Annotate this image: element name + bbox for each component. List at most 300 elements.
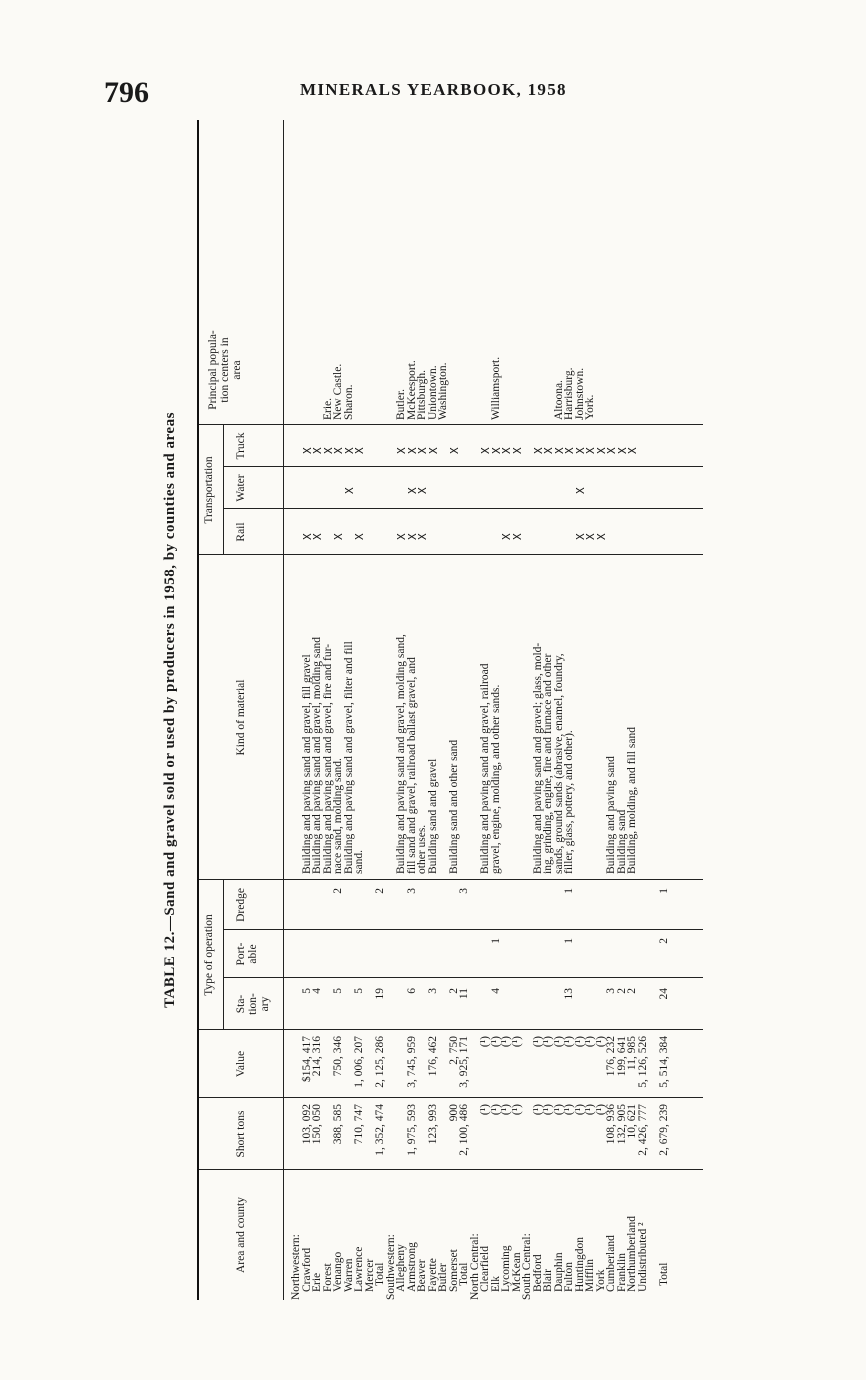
cell-rail xyxy=(459,516,470,540)
cell-rail xyxy=(480,516,491,540)
cell-water xyxy=(512,470,523,494)
cell-water: X xyxy=(342,487,356,494)
cell-centers xyxy=(659,310,670,420)
cell-water xyxy=(449,470,460,494)
cell-centers: Sharon. xyxy=(342,384,355,420)
cell-port xyxy=(375,938,386,976)
cell-rail: X xyxy=(332,533,345,540)
material-column xyxy=(291,558,669,874)
cell-sta: 19 xyxy=(374,988,386,1000)
cell-material: Building and paving sand and gravel, filter and fill xyxy=(342,641,355,874)
cell-material xyxy=(575,558,586,874)
cell-dredge xyxy=(606,888,617,928)
cell-county: York xyxy=(594,1269,607,1292)
cell-tons: 388, 585 xyxy=(332,1104,344,1145)
cell-truck: X xyxy=(500,447,513,454)
cell-dredge xyxy=(627,888,638,928)
cell-port xyxy=(365,938,376,976)
cell-county: Southwestern: xyxy=(384,1234,397,1300)
cell-rail: X xyxy=(405,533,419,540)
cell-truck: X xyxy=(342,447,356,454)
cell-county: Northumberland xyxy=(626,1215,638,1292)
col-divider xyxy=(223,977,703,978)
rotated-table xyxy=(162,120,765,1300)
cell-county: Bedford xyxy=(531,1254,544,1292)
cell-port xyxy=(575,938,586,976)
cell-dredge: 3 xyxy=(405,888,418,894)
cell-truck xyxy=(638,430,649,454)
cell-truck xyxy=(365,430,376,454)
cell-value xyxy=(396,1036,407,1096)
cell-tons: (¹) xyxy=(500,1104,512,1116)
cell-material: nace sand, molding sand. xyxy=(332,758,344,874)
cell-rail xyxy=(617,516,628,540)
cell-dredge xyxy=(491,888,502,928)
cell-county: Northwestern: xyxy=(290,1234,302,1300)
cell-tons: 150, 050 xyxy=(311,1104,323,1145)
cell-centers: York. xyxy=(584,394,596,420)
cell-rail xyxy=(449,516,460,540)
cell-rail: X xyxy=(510,533,524,540)
cell-truck: X xyxy=(416,447,429,454)
cell-value: 214, 316 xyxy=(311,1036,323,1077)
cell-dredge xyxy=(302,888,313,928)
cell-truck: X xyxy=(615,447,629,454)
cell-tons: (¹) xyxy=(552,1104,565,1116)
cell-tons xyxy=(291,1104,302,1168)
cell-centers xyxy=(365,310,376,420)
cell-water xyxy=(354,470,365,494)
cell-value: 2, 125, 286 xyxy=(374,1036,386,1088)
cell-value: (¹) xyxy=(594,1036,607,1048)
cell-water xyxy=(459,470,470,494)
cell-water xyxy=(596,470,607,494)
cell-value xyxy=(386,1036,397,1096)
rule-type-of-operation xyxy=(223,880,224,1030)
cell-truck: X xyxy=(489,447,503,454)
cell-sta: 5 xyxy=(300,988,313,994)
cell-truck: X xyxy=(563,447,576,454)
cell-material xyxy=(512,558,523,874)
cell-rail xyxy=(638,516,649,540)
cell-value: (¹) xyxy=(531,1036,544,1048)
cell-centers xyxy=(470,310,481,420)
cell-sta: 11 xyxy=(458,988,470,1000)
header-value: Value xyxy=(235,1050,247,1078)
cell-rail xyxy=(438,516,449,540)
cell-port xyxy=(617,938,628,976)
cell-centers xyxy=(302,310,313,420)
cell-truck xyxy=(438,430,449,454)
cell-water: X xyxy=(416,487,429,494)
cell-water xyxy=(291,470,302,494)
cell-material: Building sand and other sand xyxy=(447,739,460,874)
cell-water xyxy=(302,470,313,494)
col-divider xyxy=(199,424,703,425)
cell-truck xyxy=(375,430,386,454)
cell-centers xyxy=(501,310,512,420)
cell-material xyxy=(459,558,470,874)
cell-centers xyxy=(638,310,649,420)
cell-dredge xyxy=(428,888,439,928)
cell-county: Huntingdon xyxy=(573,1237,586,1292)
cell-truck: X xyxy=(542,447,555,454)
cell-port xyxy=(449,938,460,976)
cell-sta xyxy=(533,988,544,1028)
cell-water xyxy=(428,470,439,494)
cell-water xyxy=(333,470,344,494)
cell-truck xyxy=(459,430,470,454)
cell-port xyxy=(627,938,638,976)
cell-truck: X xyxy=(311,447,324,454)
cell-water xyxy=(396,470,407,494)
cell-dredge xyxy=(470,888,481,928)
rule-transportation xyxy=(223,425,224,555)
cell-tons: 1, 975, 593 xyxy=(405,1104,418,1156)
cell-material xyxy=(585,558,596,874)
cell-water xyxy=(627,470,638,494)
cell-water: X xyxy=(573,487,587,494)
cell-truck: X xyxy=(332,447,345,454)
cell-rail: X xyxy=(395,533,408,540)
cell-rail xyxy=(375,516,386,540)
cell-tons xyxy=(438,1104,449,1168)
cell-truck: X xyxy=(300,447,314,454)
cell-sta: 5 xyxy=(353,988,365,994)
cell-tons: 108, 936 xyxy=(605,1104,617,1145)
cell-port xyxy=(606,938,617,976)
cell-water xyxy=(386,470,397,494)
cell-port xyxy=(354,938,365,976)
cell-dredge xyxy=(291,888,302,928)
cell-port xyxy=(543,938,554,976)
cell-material xyxy=(659,558,670,874)
cell-port: 1 xyxy=(489,938,502,944)
cell-tons: (¹) xyxy=(479,1104,491,1116)
cell-dredge xyxy=(312,888,323,928)
cell-rail xyxy=(627,516,638,540)
header-stationary: Sta- tion- ary xyxy=(235,993,271,1015)
cell-water xyxy=(617,470,628,494)
cell-county: Blair xyxy=(542,1269,554,1292)
cell-water xyxy=(648,470,659,494)
cell-material: Building sand and gravel xyxy=(426,758,439,874)
cell-dredge: 2 xyxy=(332,888,344,894)
cell-water xyxy=(375,470,386,494)
rail-column xyxy=(291,516,669,540)
cell-dredge xyxy=(585,888,596,928)
cell-water xyxy=(312,470,323,494)
header-tons: Short tons xyxy=(235,1110,247,1158)
cell-sta xyxy=(344,988,355,1028)
cell-centers xyxy=(606,310,617,420)
cell-sta: 5 xyxy=(332,988,344,994)
cell-port xyxy=(459,938,470,976)
cell-sta: 3 xyxy=(426,988,439,994)
cell-sta xyxy=(512,988,523,1028)
cell-tons xyxy=(386,1104,397,1168)
cell-dredge xyxy=(365,888,376,928)
cell-county: Fulton xyxy=(563,1261,575,1292)
cell-port xyxy=(312,938,323,976)
cell-centers: Butler. xyxy=(395,389,407,420)
cell-sta: 13 xyxy=(563,988,575,1000)
cell-water xyxy=(533,470,544,494)
cell-centers xyxy=(480,310,491,420)
cell-dredge xyxy=(575,888,586,928)
cell-sta xyxy=(648,988,659,1028)
cell-truck: X xyxy=(552,447,566,454)
cell-dredge xyxy=(522,888,533,928)
cell-rail: X xyxy=(300,533,314,540)
cell-sta xyxy=(323,988,334,1028)
cell-rail xyxy=(533,516,544,540)
dredge-column xyxy=(291,888,669,928)
cell-value: 5, 126, 526 xyxy=(636,1036,649,1088)
cell-dredge xyxy=(596,888,607,928)
cell-port xyxy=(648,938,659,976)
cell-port xyxy=(396,938,407,976)
cell-water xyxy=(501,470,512,494)
cell-value xyxy=(291,1036,302,1096)
cell-port xyxy=(512,938,523,976)
table-title: TABLE 12.—Sand and gravel sold or used by producers in 1958, by counties and areas xyxy=(162,412,178,1008)
cell-value: 2, 750 xyxy=(447,1036,460,1065)
cell-centers xyxy=(512,310,523,420)
header-rail: Rail xyxy=(235,522,247,542)
cell-sta xyxy=(480,988,491,1028)
cell-water xyxy=(543,470,554,494)
cell-tons: (¹) xyxy=(594,1104,607,1116)
table-top-rule xyxy=(197,120,199,1300)
cell-truck: X xyxy=(405,447,419,454)
cell-tons xyxy=(648,1104,659,1168)
cell-truck xyxy=(522,430,533,454)
cell-value: (¹) xyxy=(510,1036,523,1048)
running-head: MINERALS YEARBOOK, 1958 xyxy=(300,80,567,99)
cell-value xyxy=(438,1036,449,1096)
cell-water xyxy=(470,470,481,494)
cell-sta xyxy=(575,988,586,1028)
cell-truck: X xyxy=(395,447,408,454)
cell-county: Crawford xyxy=(300,1247,313,1292)
cell-water xyxy=(659,470,670,494)
cell-centers xyxy=(617,310,628,420)
cell-material xyxy=(365,558,376,874)
cell-centers xyxy=(291,310,302,420)
cell-rail: X xyxy=(584,533,597,540)
cell-tons xyxy=(417,1104,428,1168)
cell-value: (¹) xyxy=(489,1036,502,1048)
cell-value xyxy=(522,1036,533,1096)
cell-sta: 2 xyxy=(447,988,460,994)
cell-material: Building and paving sand xyxy=(605,756,617,874)
cell-county: Franklin xyxy=(615,1253,628,1292)
cell-centers xyxy=(533,310,544,420)
cell-water: X xyxy=(405,487,419,494)
cell-county: North Central: xyxy=(468,1233,481,1300)
cell-dredge xyxy=(533,888,544,928)
cell-value: (¹) xyxy=(563,1036,575,1048)
cell-tons: (¹) xyxy=(573,1104,586,1116)
cell-material: Building sand xyxy=(615,809,628,874)
cell-county: Beaver xyxy=(416,1259,428,1292)
cell-rail xyxy=(648,516,659,540)
cell-truck xyxy=(291,430,302,454)
cell-tons xyxy=(396,1104,407,1168)
cell-material xyxy=(638,558,649,874)
cell-dredge: 3 xyxy=(458,888,470,894)
cell-tons: (¹) xyxy=(510,1104,523,1116)
cell-tons: (¹) xyxy=(531,1104,544,1116)
cell-dredge xyxy=(638,888,649,928)
cell-port xyxy=(480,938,491,976)
cell-centers xyxy=(627,310,638,420)
cell-material: Building, molding, and fill sand xyxy=(626,727,638,874)
cell-rail: X xyxy=(353,533,366,540)
cell-tons: 900 xyxy=(447,1104,460,1122)
cell-sta xyxy=(417,988,428,1028)
cell-sta xyxy=(596,988,607,1028)
cell-value: 199, 641 xyxy=(615,1036,628,1077)
header-water: Water xyxy=(235,474,247,502)
cell-centers: Washington. xyxy=(437,362,449,420)
county-column xyxy=(291,1172,669,1300)
cell-centers xyxy=(596,310,607,420)
centers-column xyxy=(291,310,669,420)
cell-value: 176, 232 xyxy=(605,1036,617,1077)
header-area: Area and county xyxy=(235,1197,247,1273)
cell-value: 3, 745, 959 xyxy=(405,1036,418,1088)
cell-sta xyxy=(396,988,407,1028)
cell-material: sand. xyxy=(353,850,365,874)
col-divider xyxy=(223,466,703,467)
cell-water xyxy=(606,470,617,494)
cell-dredge xyxy=(386,888,397,928)
cell-tons: 2, 100, 486 xyxy=(458,1104,470,1156)
cell-sta xyxy=(438,988,449,1028)
cell-material: filler, glass, pottery, and other). xyxy=(563,730,575,874)
cell-material xyxy=(375,558,386,874)
cell-sta xyxy=(501,988,512,1028)
cell-centers xyxy=(312,310,323,420)
cell-material: Building and paving sand and gravel; glass, mold- xyxy=(531,642,544,874)
cell-rail: X xyxy=(500,533,513,540)
cell-material: Building and paving sand and gravel, railroad xyxy=(479,663,491,874)
cell-county: Somerset xyxy=(447,1249,460,1292)
cell-dredge: 1 xyxy=(657,888,670,894)
cell-water xyxy=(638,470,649,494)
cell-county: Fayette xyxy=(426,1258,439,1292)
cell-port xyxy=(302,938,313,976)
cell-centers xyxy=(648,310,659,420)
cell-truck: X xyxy=(510,447,524,454)
cell-value xyxy=(417,1036,428,1096)
cell-material xyxy=(648,558,659,874)
cell-port: 2 xyxy=(657,938,670,944)
cell-water xyxy=(480,470,491,494)
cell-material xyxy=(438,558,449,874)
cell-water xyxy=(585,470,596,494)
cell-centers: Erie. xyxy=(321,397,334,420)
cell-port xyxy=(386,938,397,976)
cell-rail xyxy=(365,516,376,540)
cell-county: Forest xyxy=(321,1263,334,1292)
cell-centers xyxy=(375,310,386,420)
cell-county: Allegheny xyxy=(395,1244,407,1292)
cell-dredge xyxy=(354,888,365,928)
cell-dredge xyxy=(417,888,428,928)
header-centers: Principal popula- tion centers in area xyxy=(207,330,243,410)
cell-sta xyxy=(386,988,397,1028)
cell-rail: X xyxy=(416,533,429,540)
cell-tons: (¹) xyxy=(584,1104,596,1116)
cell-port xyxy=(638,938,649,976)
cell-port xyxy=(291,938,302,976)
cell-sta xyxy=(543,988,554,1028)
cell-material xyxy=(291,558,302,874)
cell-material: Building and paving sand and gravel, fill gravel xyxy=(300,654,313,874)
cell-county: Mercer xyxy=(363,1258,376,1292)
cell-county: Warren xyxy=(342,1258,355,1292)
cell-value: (¹) xyxy=(552,1036,565,1048)
cell-sta: 4 xyxy=(489,988,502,994)
cell-centers xyxy=(459,310,470,420)
cell-rail xyxy=(543,516,554,540)
cell-dredge xyxy=(344,888,355,928)
cell-county: Dauphin xyxy=(552,1252,565,1292)
cell-dredge xyxy=(438,888,449,928)
cell-port xyxy=(323,938,334,976)
cell-port: 1 xyxy=(563,938,575,944)
cell-material: fill sand and gravel, railroad ballast gravel, and xyxy=(405,657,418,874)
cell-value: 5, 514, 384 xyxy=(657,1036,670,1088)
cell-dredge xyxy=(396,888,407,928)
header-material: Kind of material xyxy=(235,679,247,756)
cell-sta xyxy=(585,988,596,1028)
cell-sta: 4 xyxy=(311,988,323,994)
cell-centers xyxy=(543,310,554,420)
cell-water xyxy=(365,470,376,494)
cell-county: Lycoming xyxy=(500,1245,512,1292)
cell-value: (¹) xyxy=(500,1036,512,1048)
cell-material: Building and paving sand and gravel, fire and fur- xyxy=(321,643,334,874)
water-column xyxy=(291,470,669,494)
cell-port xyxy=(501,938,512,976)
cell-sta: 6 xyxy=(405,988,418,994)
cell-sta: 24 xyxy=(657,988,670,1000)
cell-port xyxy=(333,938,344,976)
cell-tons: 2, 679, 239 xyxy=(657,1104,670,1156)
cell-dredge xyxy=(648,888,659,928)
cell-dredge xyxy=(449,888,460,928)
cell-centers: Johnstown. xyxy=(573,367,586,420)
cell-tons: (¹) xyxy=(542,1104,554,1116)
cell-value: 750, 346 xyxy=(332,1036,344,1077)
cell-county: Armstrong xyxy=(405,1242,418,1292)
cell-sta: 3 xyxy=(605,988,617,994)
cell-truck: X xyxy=(531,447,545,454)
cell-truck: X xyxy=(594,447,608,454)
cell-centers xyxy=(449,310,460,420)
cell-county xyxy=(648,1172,659,1300)
cell-dredge xyxy=(617,888,628,928)
col-divider xyxy=(199,1029,703,1030)
cell-truck: X xyxy=(573,447,587,454)
page-number: 796 xyxy=(104,76,149,109)
cell-centers xyxy=(354,310,365,420)
cell-water xyxy=(554,470,565,494)
